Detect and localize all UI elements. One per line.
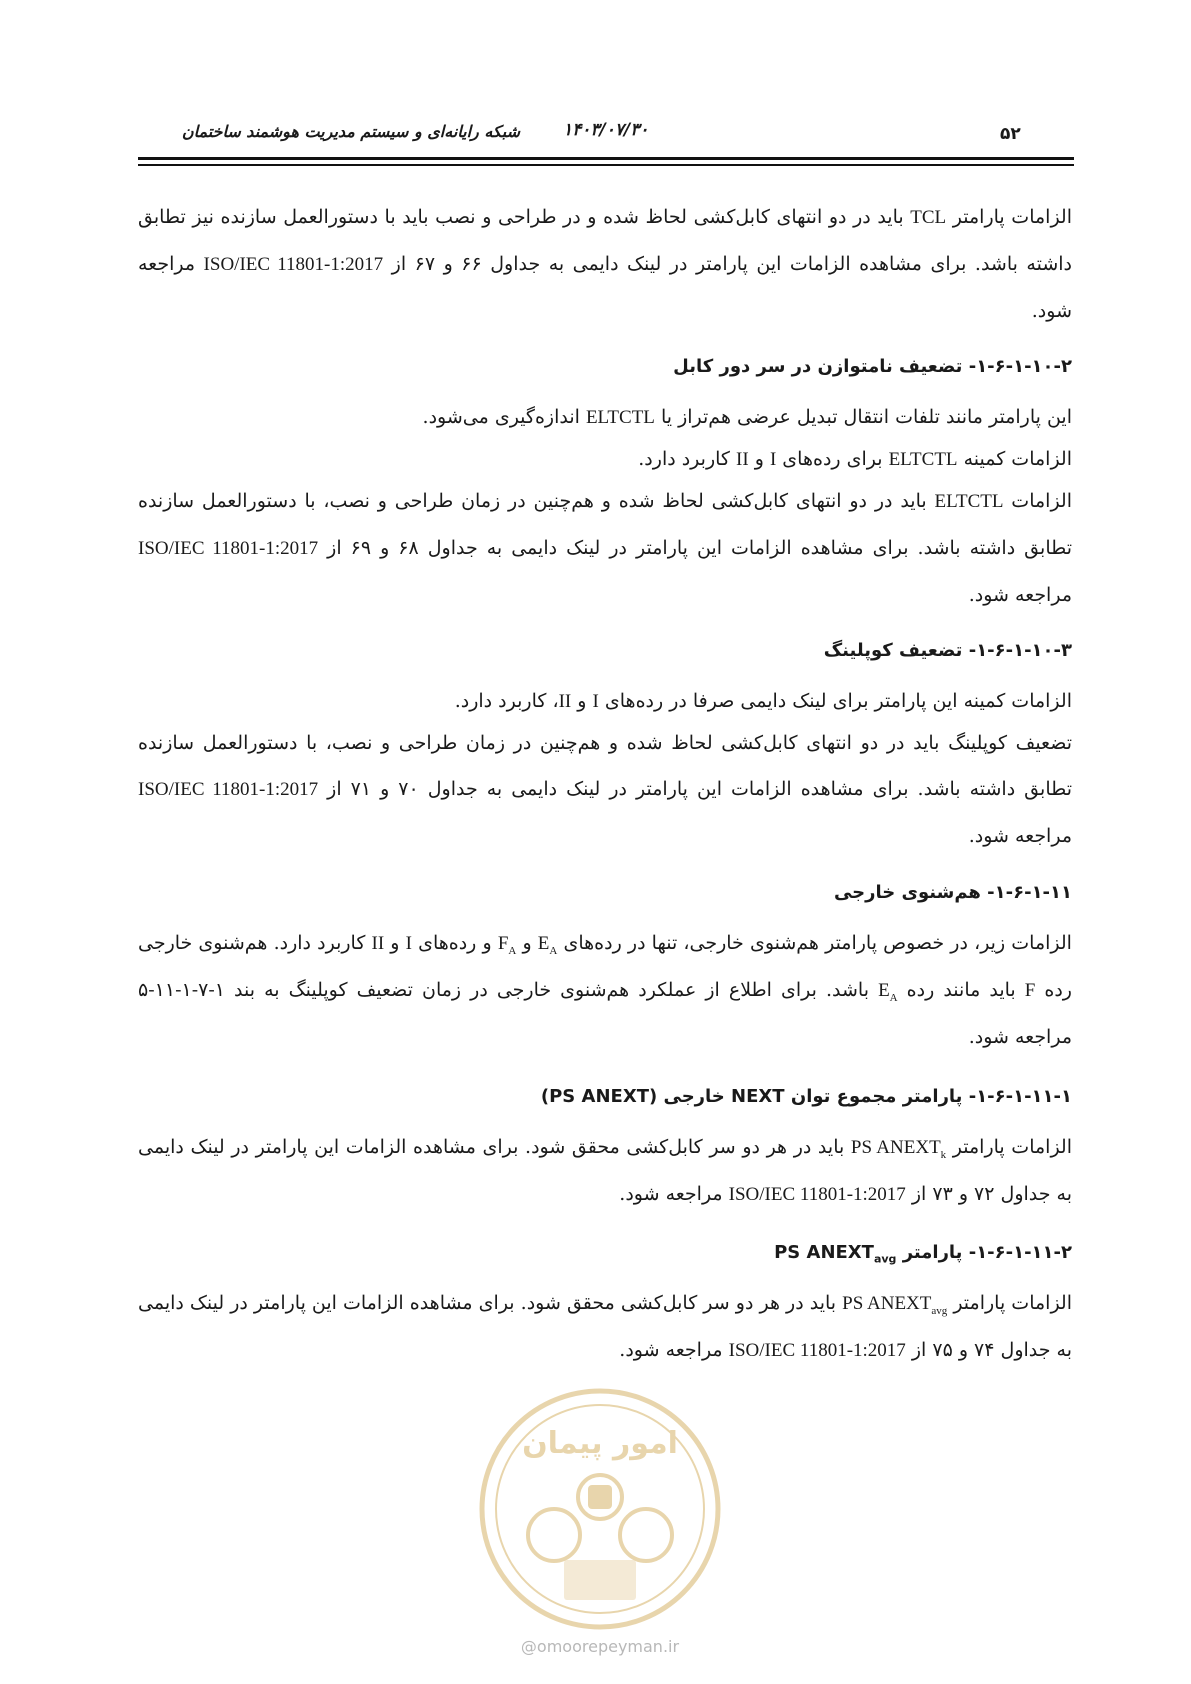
paragraph-alien-crosstalk: الزامات زیر، در خصوص پارامتر هم‌شنوی خارجی، تنها در رده‌های $E_A$ و $F_A$ و رده‌های I و II کاربرد دارد. هم‌شنوی خارجی رده F باید مانند رده $E_A$ باشد. برای اطلاع از عملکرد هم‌شنوی خارجی در زمان تضعیف کوپلینگ به بند ۱-۷-۱-۱۱-۵ مراجعه شود.	[138, 932, 1072, 1048]
section-heading-ps-anext: ۱-۶-۱-۱۱-۱- پارامتر مجموع توان NEXT خارجی (PS ANEXT)	[540, 1086, 1072, 1107]
paragraph-ps-anext: الزامات پارامتر PS $ANEXT_k$ باید در هر دو سر کابل‌کشی محقق شود. برای مشاهده الزامات این پارامتر در لینک دایمی به جداول ۷۲ و ۷۳ از ISO/IEC 11801-1:2017 مراجعه شود.	[138, 1136, 1072, 1205]
paragraph-coupling-requirements: تضعیف کوپلینگ باید در دو انتهای کابل‌کشی لحاظ شده و هم‌چنین در زمان طراحی و نصب، با دستورالعمل سازنده تطابق داشته باشد. برای مشاهده الزامات این پارامتر در لینک دایمی به جداول ۷۰ و ۷۱ از ISO/IEC 11801-1:2017 مراجعه شود.	[138, 732, 1072, 847]
header-rule-thick	[138, 157, 1074, 160]
section-heading-alien-crosstalk: ۱-۶-۱-۱۱- هم‌شنوی خارجی	[833, 882, 1072, 903]
header-date: ۱۴۰۳/۰۷/۳۰	[563, 120, 649, 140]
paragraph-coupling-min: الزامات کمینه این پارامتر برای لینک دایمی صرفا در رده‌های I و II، کاربرد دارد.	[454, 690, 1072, 712]
paragraph-tcl: الزامات پارامتر TCL باید در دو انتهای کابل‌کشی لحاظ شده و در طراحی و نصب باید با دستورالعمل سازنده نیز تطابق داشته باشد. برای مشاهده الزامات این پارامتر در لینک دایمی به جداول ۶۶ و ۶۷ از ISO/IEC 11801-1:2017 مراجعه شود.	[138, 206, 1073, 322]
section-heading-ps-anext-avg: ۱-۶-۱-۱۱-۲- پارامتر PS $ANEXT_{avg}$	[774, 1242, 1072, 1266]
watermark-url: @omoorepeyman.ir	[520, 1637, 680, 1656]
paragraph-eltctl-requirements: الزامات ELTCTL باید در دو انتهای کابل‌کشی لحاظ شده و هم‌چنین در زمان طراحی و نصب، با دستورالعمل سازنده تطابق داشته باشد. برای مشاهده الزامات این پارامتر در لینک دایمی به جداول ۶۸ و ۶۹ از ISO/IEC 11801-1:2017 مراجعه شود.	[138, 490, 1072, 606]
section-heading-coupling-attenuation: ۱-۶-۱-۱۰-۳- تضعیف کوپلینگ	[823, 640, 1072, 661]
paragraph-eltctl-measure: این پارامتر مانند تلفات انتقال تبدیل عرضی هم‌تراز یا ELTCTL اندازه‌گیری می‌شود.	[422, 406, 1072, 428]
paragraph-eltctl-min: الزامات کمینه ELTCTL برای رده‌های I و II کاربرد دارد.	[638, 448, 1072, 470]
section-heading-unbalanced-attenuation: ۱-۶-۱-۱۰-۲- تضعیف نامتوازن در سر دور کابل	[673, 356, 1072, 377]
paragraph-ps-anext-avg: الزامات پارامتر PS $ANEXT_{avg}$ باید در هر دو سر کابل‌کشی محقق شود. برای مشاهده الزامات این پارامتر در لینک دایمی به جداول ۷۴ و ۷۵ از ISO/IEC 11801-1:2017 مراجعه شود.	[138, 1292, 1072, 1361]
page-number: ۵۲	[1000, 124, 1021, 144]
header-rule-thin	[138, 164, 1074, 166]
header-title: شبکه رایانه‌ای و سیستم مدیریت هوشمند ساختمان	[181, 122, 520, 141]
watermark-logo	[476, 1385, 724, 1633]
watermark-logo-text: امور پیمان	[522, 1426, 678, 1461]
